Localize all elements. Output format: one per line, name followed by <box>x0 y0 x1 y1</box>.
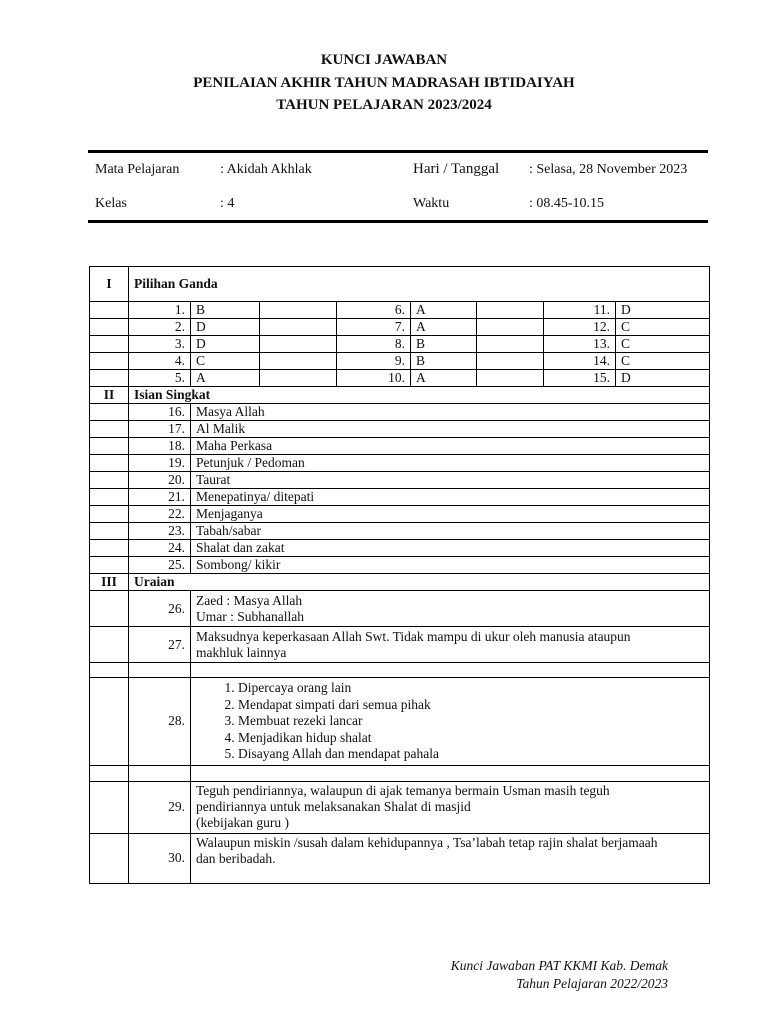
question-number: 14. <box>544 353 616 370</box>
question-number: 21. <box>129 489 191 506</box>
answer-line: Zaed : Masya Allah <box>196 592 303 608</box>
answer: Al Malik <box>191 421 710 438</box>
list-item: 4. Menjadikan hidup shalat <box>238 730 704 747</box>
answer: Maha Perkasa <box>191 438 710 455</box>
table-row <box>90 489 710 506</box>
table-row <box>90 404 710 421</box>
table-row <box>90 591 710 627</box>
answer: B <box>411 353 477 370</box>
question-number: 25. <box>129 557 191 574</box>
table-row <box>90 455 710 472</box>
answer <box>191 678 710 766</box>
question-number: 27. <box>129 627 191 663</box>
class-value: : 4 <box>220 196 235 211</box>
day-label: Hari / Tanggal <box>413 161 500 177</box>
answer: A <box>411 302 477 319</box>
answer: Menepatinya/ ditepati <box>191 489 710 506</box>
empty-row <box>90 663 710 678</box>
answer-line: (kebijakan guru ) <box>196 815 289 830</box>
answer: B <box>191 302 260 319</box>
question-number: 10. <box>337 370 411 387</box>
subject-value: : Akidah Akhlak <box>220 162 312 177</box>
question-number: 20. <box>129 472 191 489</box>
question-number: 23. <box>129 523 191 540</box>
title-line-2: PENILAIAN AKHIR TAHUN MADRASAH IBTIDAIYAH <box>193 75 575 91</box>
question-number: 18. <box>129 438 191 455</box>
footer-line-1: Kunci Jawaban PAT KKMI Kab. Demak <box>450 958 668 973</box>
question-number: 6. <box>337 302 411 319</box>
question-number: 12. <box>544 319 616 336</box>
question-number: 1. <box>129 302 191 319</box>
list-item: 3. Membuat rezeki lancar <box>238 713 704 730</box>
table-row <box>90 678 710 766</box>
question-number: 4. <box>129 353 191 370</box>
answer: B <box>411 336 477 353</box>
answer: Sombong/ kikir <box>191 557 710 574</box>
answer: C <box>616 353 710 370</box>
answer <box>191 591 710 627</box>
answer-key-table <box>89 266 710 884</box>
table-row <box>90 472 710 489</box>
answer: Menjaganya <box>191 506 710 523</box>
list-item: 2. Mendapat simpati dari semua pihak <box>238 697 704 714</box>
table-row <box>90 506 710 523</box>
empty-row <box>90 765 710 781</box>
answer: C <box>191 353 260 370</box>
table-row <box>90 421 710 438</box>
list-item: 5. Disayang Allah dan mendapat pahala <box>238 746 704 763</box>
answer <box>191 627 710 663</box>
footer-line-2: Tahun Pelajaran 2022/2023 <box>516 976 668 991</box>
table-row <box>90 438 710 455</box>
question-number: 28. <box>129 678 191 766</box>
answer-line: Walaupun miskin /susah dalam kehidupannya , Tsa’labah tetap rajin shalat berjamaah <box>196 834 658 850</box>
question-number: 15. <box>544 370 616 387</box>
table-row <box>90 627 710 663</box>
question-number: 16. <box>129 404 191 421</box>
answer <box>191 781 710 833</box>
section-header-essay <box>90 574 710 591</box>
title-line-1: KUNCI JAWABAN <box>320 52 448 68</box>
title-line-3: TAHUN PELAJARAN 2023/2024 <box>276 97 492 113</box>
section-title: Uraian <box>129 574 710 591</box>
time-value: : 08.45-10.15 <box>529 196 605 211</box>
question-number: 13. <box>544 336 616 353</box>
question-number: 8. <box>337 336 411 353</box>
section-number: III <box>90 574 129 591</box>
answer-line: dan beribadah. <box>196 850 276 866</box>
class-label: Kelas <box>95 196 127 211</box>
question-number: 9. <box>337 353 411 370</box>
question-number: 5. <box>129 370 191 387</box>
day-value: : Selasa, 28 November 2023 <box>529 162 688 177</box>
subject-label: Mata Pelajaran <box>95 162 180 177</box>
table-row <box>90 523 710 540</box>
answer-list <box>196 680 704 763</box>
table-row <box>90 302 710 319</box>
question-number: 22. <box>129 506 191 523</box>
section-title: Isian Singkat <box>129 387 710 404</box>
answer: D <box>191 319 260 336</box>
table-row <box>90 540 710 557</box>
answer: Taurat <box>191 472 710 489</box>
top-rule <box>88 150 708 153</box>
list-item: 1. Dipercaya orang lain <box>238 680 704 697</box>
answer-line: pendiriannya untuk melaksanakan Shalat di masjid <box>196 799 471 814</box>
answer: D <box>191 336 260 353</box>
answer: Tabah/sabar <box>191 523 710 540</box>
answer: A <box>411 370 477 387</box>
question-number: 24. <box>129 540 191 557</box>
answer-line: Umar : Subhanallah <box>196 608 304 624</box>
question-number: 11. <box>544 302 616 319</box>
answer: Petunjuk / Pedoman <box>191 455 710 472</box>
table-row <box>90 833 710 883</box>
question-number: 17. <box>129 421 191 438</box>
table-row <box>90 319 710 336</box>
answer: D <box>616 302 710 319</box>
section-number: II <box>90 387 129 404</box>
question-number: 19. <box>129 455 191 472</box>
table-row <box>90 781 710 833</box>
answer-line: makhluk lainnya <box>196 644 287 660</box>
answer: C <box>616 336 710 353</box>
answer: A <box>191 370 260 387</box>
table-row <box>90 370 710 387</box>
answer: Masya Allah <box>191 404 710 421</box>
answer: A <box>411 319 477 336</box>
question-number: 29. <box>129 781 191 833</box>
section-header-multiple-choice <box>90 267 710 302</box>
question-number: 26. <box>129 591 191 627</box>
table-row <box>90 557 710 574</box>
answer: Shalat dan zakat <box>191 540 710 557</box>
answer: D <box>616 370 710 387</box>
section-header-short-answer <box>90 387 710 404</box>
bottom-rule <box>88 220 708 223</box>
answer-line: Teguh pendiriannya, walaupun di ajak temanya bermain Usman masih teguh <box>196 783 610 798</box>
question-number: 3. <box>129 336 191 353</box>
table-row <box>90 336 710 353</box>
section-number: I <box>90 267 129 302</box>
answer-line: Maksudnya keperkasaan Allah Swt. Tidak mampu di ukur oleh manusia ataupun <box>196 628 631 644</box>
time-label: Waktu <box>413 196 450 211</box>
section-title: Pilihan Ganda <box>129 267 710 302</box>
answer: C <box>616 319 710 336</box>
answer <box>191 833 710 883</box>
question-number: 2. <box>129 319 191 336</box>
table-row <box>90 353 710 370</box>
question-number: 7. <box>337 319 411 336</box>
question-number: 30. <box>129 833 191 883</box>
